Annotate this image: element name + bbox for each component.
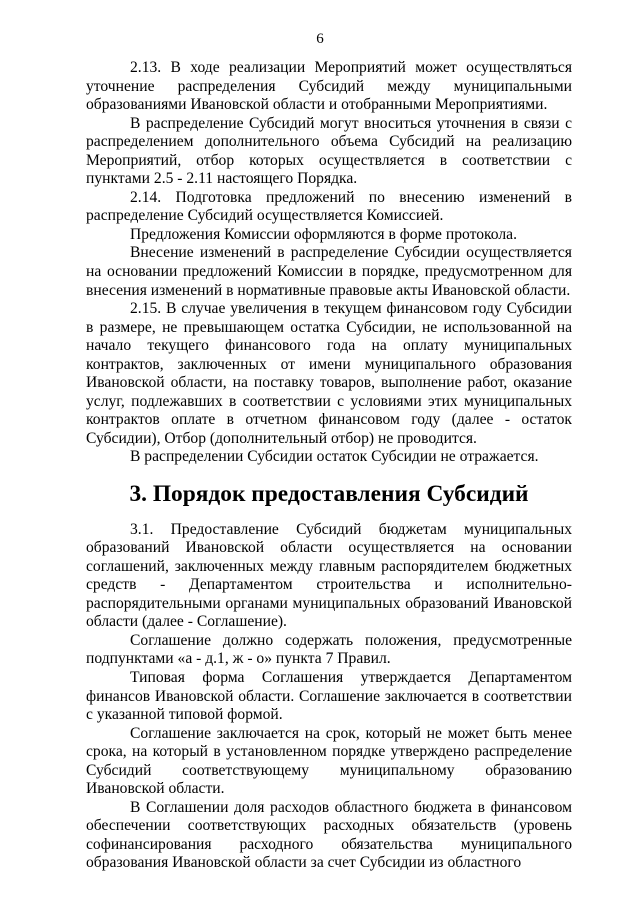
paragraph-2-13: 2.13. В ходе реализации Мероприятий может осуществляться уточнение распределения Субсидий между муниципальными образованиями Ивановской области и отобранными Мероприятиями.: [86, 59, 572, 114]
paragraph-budget-share: В Соглашении доля расходов областного бюджета в финансовом обеспечении соответствующих расходных обязательств (уровень софинансирования расходного обязательства муниципального образования Ивановской области за счет Субсидии из областного: [86, 798, 572, 872]
paragraph-remainder-not-reflected: В распределении Субсидии остаток Субсидии не отражается.: [130, 448, 539, 466]
paragraph-changes-procedure: Внесение изменений в распределение Субсидии осуществляется на основании предложений Комиссии в порядке, предусмотренном для внесения изменений в нормативные правовые акты Ивановской области.: [86, 244, 572, 299]
paragraph-agreement-term: Соглашение заключается на срок, который не может быть менее срока, на который в установленном порядке утверждено распределение Субсидий соответствующему муниципальному образованию Ивановской области.: [86, 724, 572, 798]
page-number: 6: [316, 31, 324, 47]
paragraph-commission-protocol: Предложения Комиссии оформляются в форме протокола.: [130, 225, 517, 243]
paragraph-agreement-provisions: Соглашение должно содержать положения, предусмотренные подпунктами «а - д.1, ж - о» пункта 7 Правил.: [86, 631, 572, 668]
paragraph-3-1: 3.1. Предоставление Субсидий бюджетам муниципальных образований Ивановской области осуществляется на основании соглашений, заключенных между главным распорядителем бюджетных средств - Департаментом строительства и исполнительно-распорядительными органами муниципальных образований Ивановской области (далее - Соглашение).: [86, 520, 572, 631]
paragraph-standard-form: Типовая форма Соглашения утверждается Департаментом финансов Ивановской области. Соглашение заключается в соответствии с указанной типовой формой.: [86, 668, 572, 724]
section-heading: 3. Порядок предоставления Субсидий: [129, 481, 529, 508]
document-body: [86, 59, 572, 873]
paragraph-2-14: 2.14. Подготовка предложений по внесению изменений в распределение Субсидий осуществляется Комиссией.: [86, 188, 572, 225]
paragraph-refinement-additional-volume: В распределение Субсидий могут вноситься уточнения в связи с распределением дополнительного объема Субсидий на реализацию Мероприятий, отбор которых осуществляется в соответствии с пунктами 2.5 - 2.11 настоящего Порядка.: [86, 114, 572, 188]
paragraph-2-15: 2.15. В случае увеличения в текущем финансовом году Субсидии в размере, не превышающем остатка Субсидии, не использованной на начало текущего финансового года на оплату муниципальных контрактов, заключенных от имени муниципального образования Ивановской области, на поставку товаров, выполнение работ, оказание услуг, подлежавших в соответствии с условиями этих муниципальных контрактов оплате в отчетном финансовом году (далее - остаток Субсидии), Отбор (дополнительный отбор) не проводится.: [86, 300, 572, 447]
